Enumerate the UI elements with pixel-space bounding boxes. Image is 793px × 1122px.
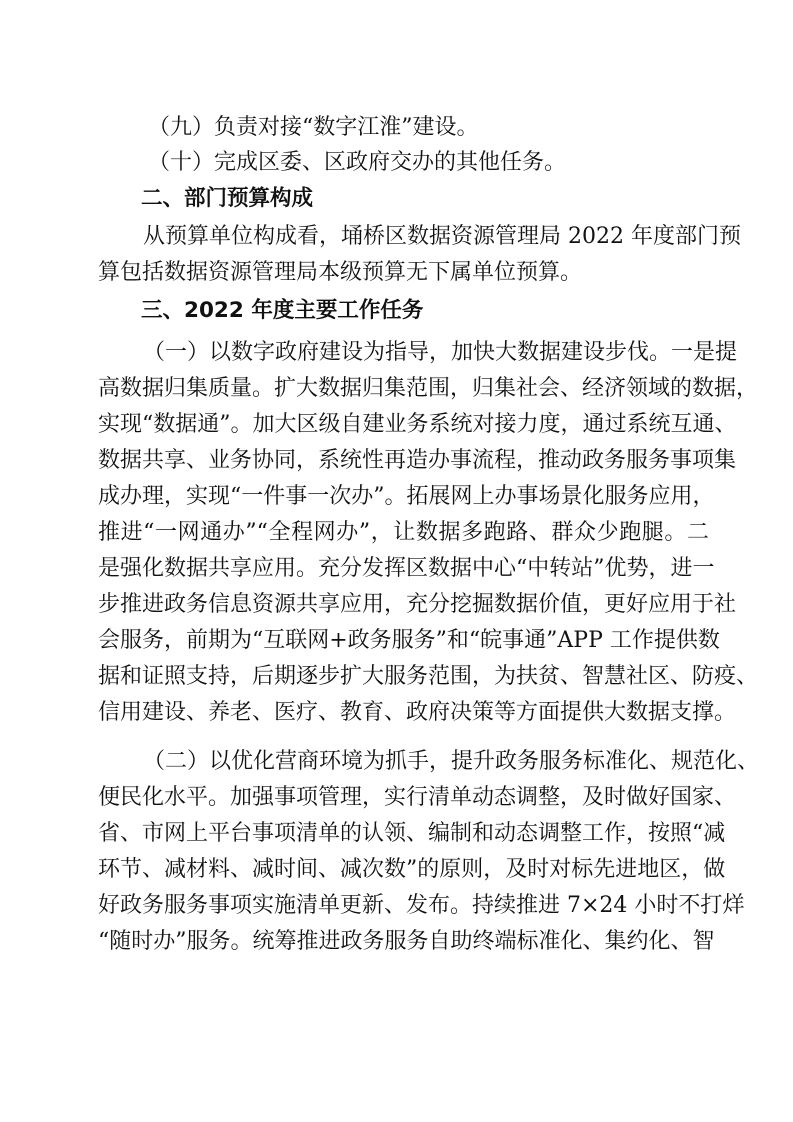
paragraph-line: 会服务，前期为“互联网+政务服务”和“皖事通”APP 工作提供数 <box>98 628 720 653</box>
paragraph-line: 据和证照支持，后期逐步扩大服务范围，为扶贫、智慧社区、防疫、 <box>98 664 759 689</box>
paragraph-line: 信用建设、养老、医疗、教育、政府决策等方面提供大数据支撑。 <box>98 700 737 725</box>
paragraph-line: 成办理，实现“一件事一次办”。拓展网上办事场景化服务应用， <box>98 484 715 509</box>
paragraph-line: 好政务服务事项实施清单更新、发布。持续推进 7×24 小时不打烊 <box>98 893 745 918</box>
paragraph-line: 省、市网上平台事项清单的认领、编制和动态调整工作，按照“减 <box>98 821 726 846</box>
paragraph-line: （一）以数字政府建设为指导，加快大数据建设步伐。一是提 <box>143 340 738 365</box>
paragraph-line: 环节、减材料、减时间、减次数”的原则，及时对标先进地区，做 <box>98 857 726 882</box>
paragraph-line: 高数据归集质量。扩大数据归集范围，归集社会、经济领域的数据， <box>98 376 759 401</box>
paragraph-line: 是强化数据共享应用。充分发挥区数据中心“中转站”优势，进一 <box>98 556 715 581</box>
section-heading-main-tasks: 三、2022 年度主要工作任务 <box>141 298 424 323</box>
paragraph-line: 便民化水平。加强事项管理，实行清单动态调整，及时做好国家、 <box>98 785 737 810</box>
paragraph-line: 从预算单位构成看，埇桥区数据资源管理局 2022 年度部门预 <box>143 224 741 249</box>
paragraph-line: 推进“一网通办”“全程网办”，让数据多跑路、群众少跑腿。二 <box>98 520 709 545</box>
paragraph-line: （二）以优化营商环境为抓手，提升政务服务标准化、规范化、 <box>143 749 760 774</box>
item-nine: （九）负责对接“数字江淮”建设。 <box>148 115 479 140</box>
paragraph-line: 步推进政务信息资源共享应用，充分挖掘数据价值，更好应用于社 <box>98 592 737 617</box>
paragraph-line: 实现“数据通”。加大区级自建业务系统对接力度，通过系统互通、 <box>98 412 737 437</box>
section-heading-budget-composition: 二、部门预算构成 <box>141 186 314 211</box>
paragraph-line: “随时办”服务。统筹推进政务服务自助终端标准化、集约化、智 <box>98 929 715 954</box>
item-ten: （十）完成区委、区政府交办的其他任务。 <box>148 150 567 175</box>
paragraph-line: 数据共享、业务协同，系统性再造办事流程，推动政务服务事项集 <box>98 448 737 473</box>
paragraph-line: 算包括数据资源管理局本级预算无下属单位预算。 <box>98 260 583 285</box>
